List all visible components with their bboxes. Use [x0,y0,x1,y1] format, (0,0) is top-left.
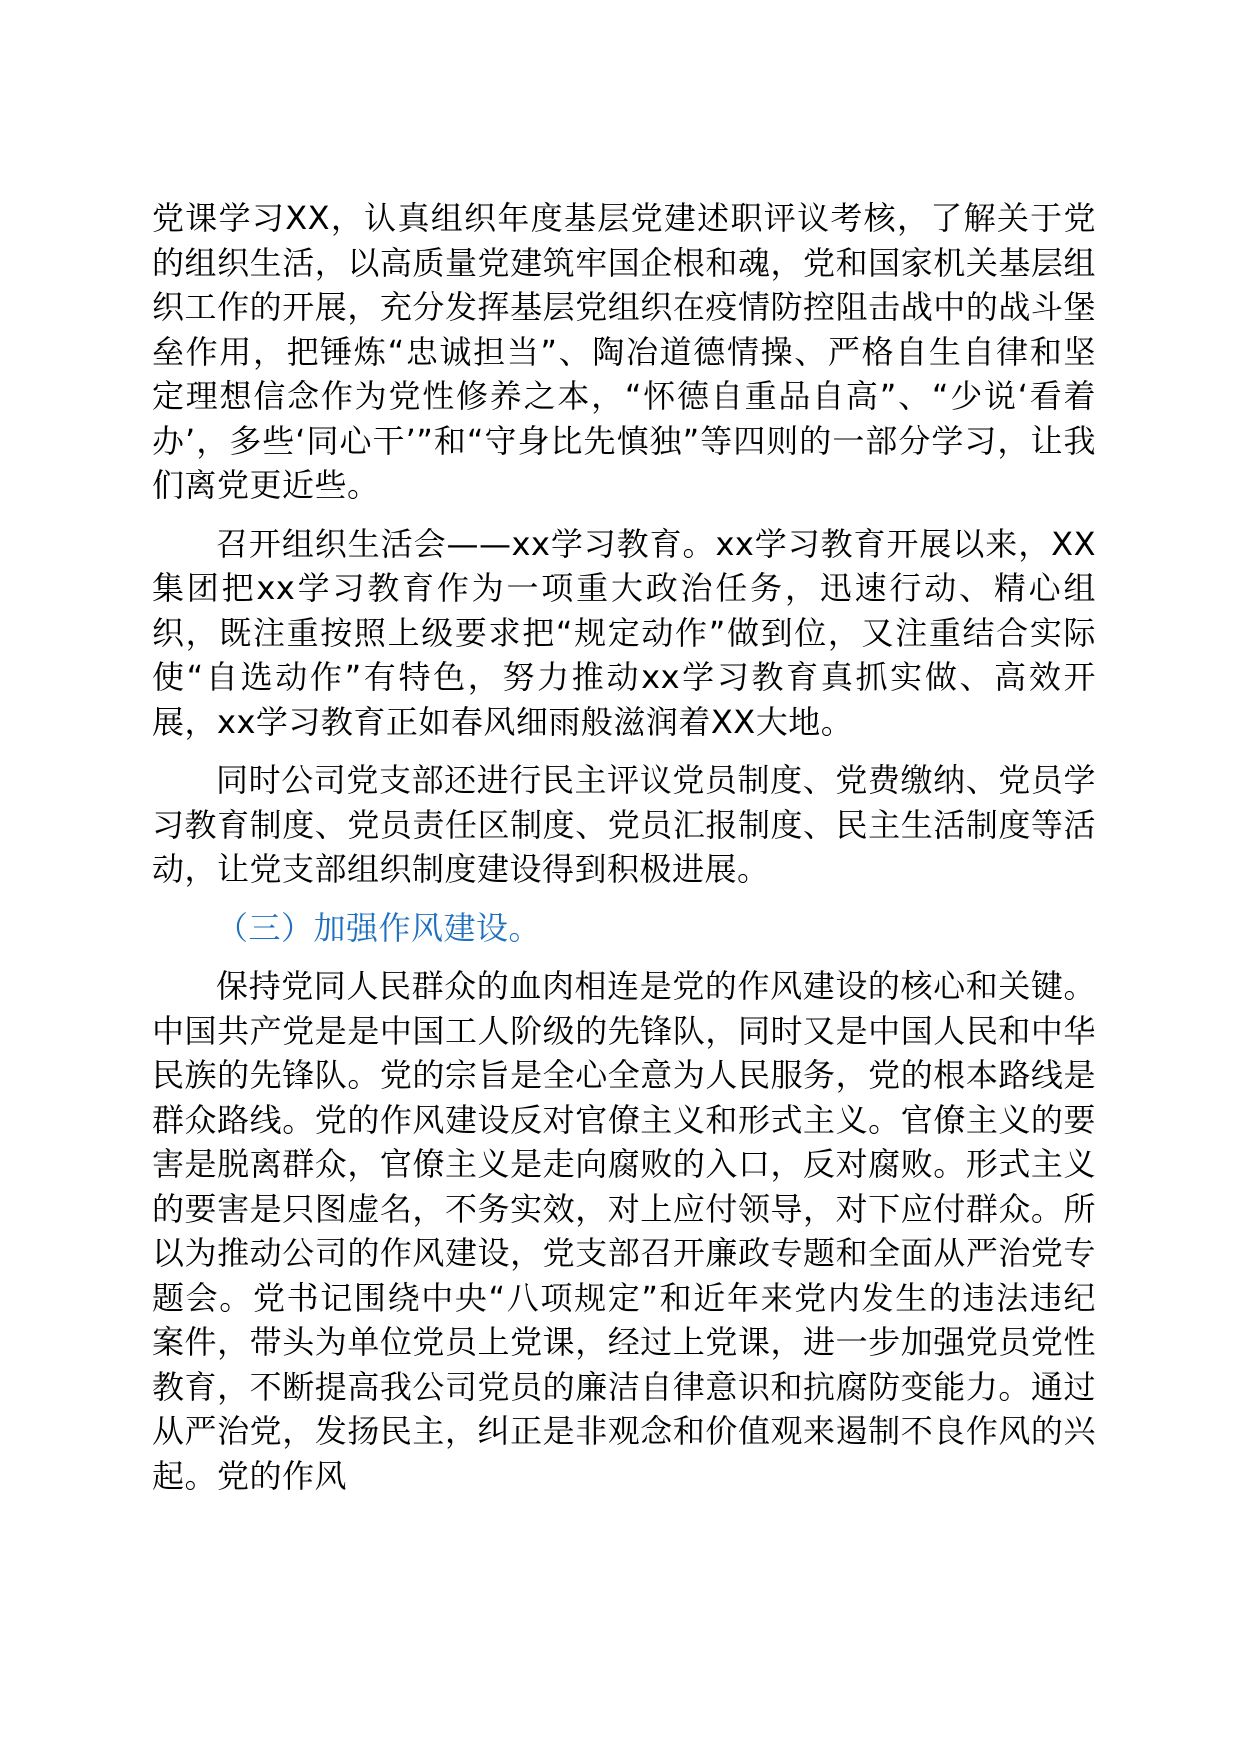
paragraph-organization-meeting: 召开组织生活会——xx学习教育。xx学习教育开展以来，XX集团把xx学习教育作为一项重大政治任务，迅速行动、精心组织，既注重按照上级要求把“规定动作”做到位，又注重结合实际使“自选动作”有特色，努力推动xx学习教育真抓实做、高效开展，xx学习教育正如春风细雨般滋润着XX大地。 [152,524,1096,741]
document-body [152,196,1096,1512]
paragraph-work-style: 保持党同人民群众的血肉相连是党的作风建设的核心和关键。中国共产党是是中国工人阶级的先锋队，同时又是中国人民和中华民族的先锋队。党的宗旨是全心全意为人民服务，党的根本路线是群众路线。党的作风建设反对官僚主义和形式主义。官僚主义的要害是脱离群众，官僚主义是走向腐败的入口，反对腐败。形式主义的要害是只图虚名，不务实效，对上应付领导，对下应付群众。所以为推动公司的作风建设，党支部召开廉政专题和全面从严治党专题会。党书记围绕中央“八项规定”和近年来党内发生的违法违纪案件，带头为单位党员上党课，经过上党课，进一步加强党员党性教育，不断提高我公司党员的廉洁自律意识和抗腐防变能力。通过从严治党，发扬民主，纠正是非观念和价值观来遏制不良作风的兴起。党的作风 [152,967,1096,1495]
paragraph-party-study: 党课学习XX，认真组织年度基层党建述职评议考核，了解关于党的组织生活，以高质量党建筑牢国企根和魂，党和国家机关基层组织工作的开展，充分发挥基层党组织在疫情防控阻击战中的战斗堡垒作用，把锤炼“忠诚担当”、陶冶道德情操、严格自生自律和坚定理想信念作为党性修养之本，“怀德自重品自高”、“少说‘看着办’，多些‘同心干’”和“守身比先慎独”等四则的一部分学习，让我们离党更近些。 [152,199,1096,504]
paragraph-branch-systems: 同时公司党支部还进行民主评议党员制度、党费缴纳、党员学习教育制度、党员责任区制度、党员汇报制度、民主生活制度等活动，让党支部组织制度建设得到积极进展。 [152,761,1096,888]
section-heading: （三）加强作风建设。 [216,908,542,947]
